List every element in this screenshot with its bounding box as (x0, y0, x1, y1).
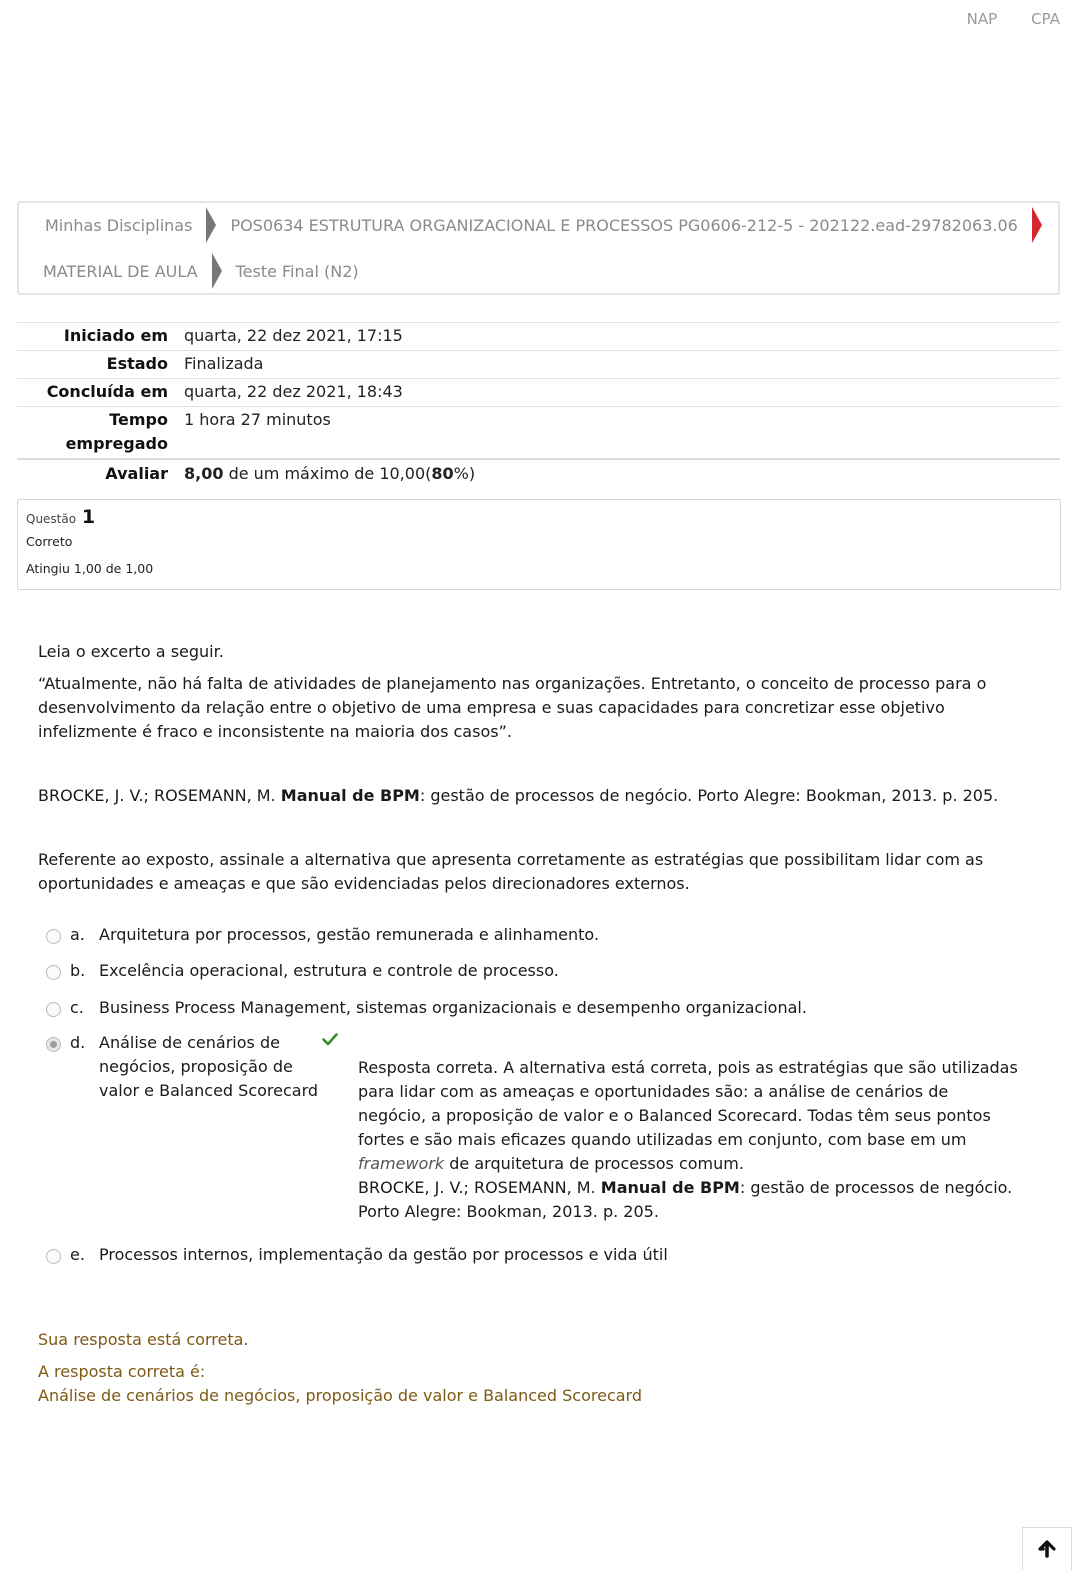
question-intro: Leia o excerto a seguir. (38, 642, 224, 661)
summary-value: 1 hora 27 minutos (184, 410, 331, 429)
question-info-box (17, 499, 1061, 590)
reference-details: : gestão de processos de negócio. Porto Alegre: Bookman, 2013. p. 205. (419, 786, 999, 805)
question-number (26, 506, 1052, 528)
answer-option-b[interactable] (46, 959, 559, 983)
question-mark: Atingiu 1,00 de 1,00 (26, 561, 154, 576)
nav-link-cpa[interactable]: CPA (1031, 10, 1060, 28)
arrow-up-icon (1038, 1540, 1056, 1558)
feedback-ref-title: Manual de BPM (600, 1178, 740, 1197)
back-to-top-button[interactable] (1022, 1527, 1072, 1570)
radio-button[interactable] (46, 1002, 61, 1017)
attempt-summary-table (17, 322, 1060, 488)
radio-button-selected[interactable] (46, 1037, 61, 1052)
question-number-value: 1 (81, 506, 96, 528)
nav-link-nap[interactable]: NAP (966, 10, 998, 28)
outcome-your-answer: Sua resposta está correta. (38, 1330, 249, 1349)
option-text: Análise de cenários de negócios, proposição de valor e Balanced Scorecard (99, 1033, 319, 1100)
summary-value (168, 462, 475, 486)
summary-label: Avaliar (105, 464, 168, 483)
breadcrumb-separator-icon (212, 253, 222, 289)
option-letter: e. (70, 1245, 85, 1264)
reference-title: Manual de BPM (280, 786, 420, 805)
question-reference (38, 784, 1048, 808)
answer-feedback (358, 1056, 1018, 1224)
feedback-text: Resposta correta. A alternativa está correta, pois as estratégias que são utilizadas para lidar com as ameaças e oportunidades são: a análise de cenários de negócio, a proposição de valor e o Balanced Scorecard. Todas têm seus pontos fortes e são mais eficazes quando utilizadas em conjunto, com base em um (358, 1058, 1018, 1149)
grade-text: %) (453, 464, 476, 483)
breadcrumb-separator-icon (1032, 207, 1042, 243)
feedback-italic: framework (358, 1154, 445, 1173)
answer-option-d[interactable] (46, 1031, 329, 1103)
option-letter: c. (70, 998, 84, 1017)
summary-value: Finalizada (184, 354, 264, 373)
grade-text: de um máximo de 10,00( (223, 464, 432, 483)
summary-label-line: Tempo (109, 410, 168, 429)
breadcrumb (17, 201, 1060, 295)
reference-authors: BROCKE, J. V.; ROSEMANN, M. (38, 786, 281, 805)
answer-option-c[interactable] (46, 996, 807, 1020)
option-text: Business Process Management, sistemas organizacionais e desempenho organizacional. (99, 998, 807, 1017)
feedback-ref-authors: BROCKE, J. V.; ROSEMANN, M. (358, 1178, 601, 1197)
question-quote: “Atualmente, não há falta de atividades de planejamento nas organizações. Entretanto, o conceito de processo para o desenvolvimento da relação entre o objetivo de uma empresa e suas capacidades para concretizar esse objetivo infelizmente é fraco e inconsistente na maioria dos casos”. (38, 674, 987, 741)
checkmark-icon (322, 1031, 338, 1047)
summary-row-grade (17, 460, 1060, 488)
summary-value: quarta, 22 dez 2021, 18:43 (184, 382, 403, 401)
summary-row-started (17, 323, 1060, 351)
outcome-correct-answer: Análise de cenários de negócios, proposição de valor e Balanced Scorecard (38, 1386, 642, 1405)
grade-score: 8,00 (184, 464, 224, 483)
summary-label-line: empregado (65, 434, 168, 453)
option-text: Excelência operacional, estrutura e controle de processo. (99, 961, 559, 980)
breadcrumb-separator-icon (206, 207, 216, 243)
radio-button[interactable] (46, 1249, 61, 1264)
breadcrumb-item-material[interactable]: MATERIAL DE AULA (43, 261, 198, 281)
question-prompt: Referente ao exposto, assinale a alternativa que apresenta corretamente as estratégias que possibilitam lidar com as oportunidades e ameaças e que são evidenciadas pelos direcionadores externos. (38, 850, 984, 893)
summary-row-time (17, 407, 1060, 460)
summary-label: Concluída em (46, 382, 168, 401)
question-label: Questão (26, 512, 77, 526)
feedback-text: de arquitetura de processos comum. (444, 1154, 744, 1173)
summary-row-completed (17, 379, 1060, 407)
breadcrumb-item-quiz[interactable]: Teste Final (N2) (235, 261, 359, 281)
answer-option-e[interactable] (46, 1243, 668, 1267)
summary-row-state (17, 351, 1060, 379)
outcome-correct-label: A resposta correta é: (38, 1362, 206, 1381)
radio-button[interactable] (46, 929, 61, 944)
radio-button[interactable] (46, 965, 61, 980)
option-text: Arquitetura por processos, gestão remunerada e alinhamento. (99, 925, 600, 944)
summary-label: Iniciado em (63, 326, 168, 345)
option-letter: a. (70, 925, 85, 944)
option-letter: b. (70, 961, 86, 980)
option-letter: d. (70, 1033, 86, 1052)
summary-label (17, 408, 168, 456)
feedback-ref-details: : gestão de processos de negócio. Porto Alegre: Bookman, 2013. p. 205. (358, 1178, 1013, 1221)
option-text: Processos internos, implementação da gestão por processos e vida útil (99, 1245, 668, 1264)
question-status: Correto (26, 534, 73, 549)
answer-option-a[interactable] (46, 923, 599, 947)
summary-label: Estado (106, 354, 168, 373)
grade-percent: 80 (431, 464, 454, 483)
breadcrumb-item-course[interactable]: POS0634 ESTRUTURA ORGANIZACIONAL E PROCESSOS PG0606-212-5 - 202122.ead-29782063.06 (230, 215, 1018, 235)
summary-value: quarta, 22 dez 2021, 17:15 (184, 326, 403, 345)
top-nav (967, 10, 1060, 28)
breadcrumb-item-my-courses[interactable]: Minhas Disciplinas (45, 215, 193, 235)
